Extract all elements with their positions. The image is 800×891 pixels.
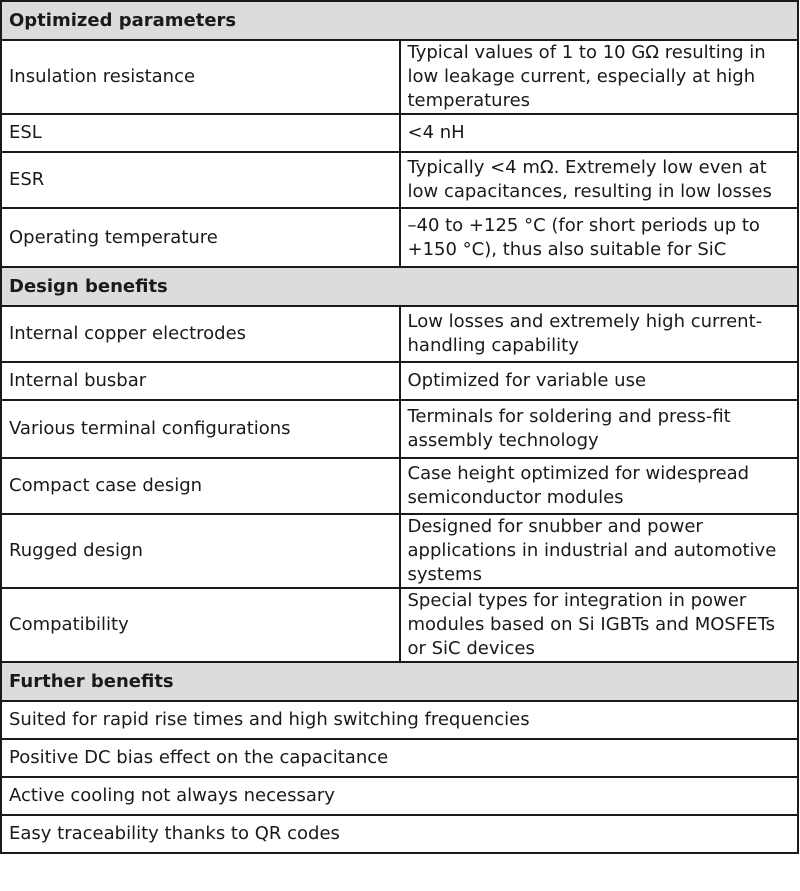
section-title-optimized-parameters: Optimized parameters (1, 1, 798, 40)
benefit-item: Positive DC bias effect on the capacitance (1, 739, 798, 777)
table-row (1, 739, 798, 777)
table-row (1, 701, 798, 739)
row-label: Compact case design (1, 458, 400, 514)
row-value: Low losses and extremely high current-handling capability (400, 306, 799, 362)
row-label: Insulation resistance (1, 40, 400, 114)
row-value: –40 to +125 °C (for short periods up to +150 °C), thus also suitable for SiC (400, 208, 799, 267)
table-row (1, 40, 798, 114)
row-label: Internal copper electrodes (1, 306, 400, 362)
table-row (1, 777, 798, 815)
table-row (1, 458, 798, 514)
row-value: Terminals for soldering and press-fit assembly technology (400, 400, 799, 458)
table-row (1, 400, 798, 458)
table-row (1, 208, 798, 267)
row-label: Compatibility (1, 588, 400, 662)
benefit-item: Active cooling not always necessary (1, 777, 798, 815)
table-row (1, 588, 798, 662)
section-header-row (1, 662, 798, 701)
row-label: Various terminal configurations (1, 400, 400, 458)
table-row (1, 306, 798, 362)
section-header-row (1, 1, 798, 40)
row-value: <4 nH (400, 114, 799, 152)
table-row (1, 114, 798, 152)
benefit-item: Easy traceability thanks to QR codes (1, 815, 798, 853)
row-value: Case height optimized for widespread semiconductor modules (400, 458, 799, 514)
row-value: Optimized for variable use (400, 362, 799, 400)
section-header-row (1, 267, 798, 306)
table-row (1, 152, 798, 208)
row-label: Operating temperature (1, 208, 400, 267)
row-label: ESL (1, 114, 400, 152)
row-value: Special types for integration in power modules based on Si IGBTs and MOSFETs or SiC devices (400, 588, 799, 662)
row-value: Typically <4 mΩ. Extremely low even at low capacitances, resulting in low losses (400, 152, 799, 208)
table-row (1, 362, 798, 400)
benefit-item: Suited for rapid rise times and high switching frequencies (1, 701, 798, 739)
section-title-design-benefits: Design benefits (1, 267, 798, 306)
row-value: Typical values of 1 to 10 GΩ resulting in low leakage current, especially at high temperatures (400, 40, 799, 114)
table-row (1, 815, 798, 853)
section-title-further-benefits: Further benefits (1, 662, 798, 701)
row-label: Rugged design (1, 514, 400, 588)
row-value: Designed for snubber and power applications in industrial and automotive systems (400, 514, 799, 588)
table-row (1, 514, 798, 588)
row-label: Internal busbar (1, 362, 400, 400)
row-label: ESR (1, 152, 400, 208)
